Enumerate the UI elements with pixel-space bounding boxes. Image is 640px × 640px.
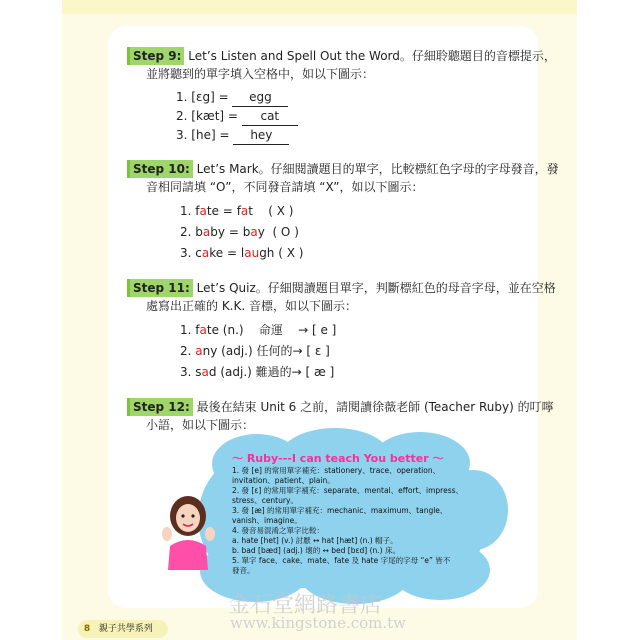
step12-tag: Step 12: bbox=[127, 398, 193, 416]
step9-heading bbox=[127, 47, 556, 65]
top-band bbox=[62, 0, 577, 14]
watermark-name: 金石堂網路書店 bbox=[228, 593, 383, 618]
step11-tag: Step 11: bbox=[127, 279, 193, 297]
watermark-url: www.kingstone.com.tw bbox=[230, 614, 407, 632]
note-line: 3. 發 [æ] 的常用單字補充：mechanic、maximum、tangle、 bbox=[232, 506, 448, 515]
page-number: 8 bbox=[83, 624, 91, 634]
step10-line1: Let’s Mark。仔細閱讀題目的單字，比較標紅色字母的字母發音，發 bbox=[196, 162, 559, 176]
note-line: 5. 單字 face、cake、mate、fate 及 hate 字尾的字母 “e” 皆不 bbox=[232, 556, 451, 565]
step10-item: 1. fate = fat ( X ) bbox=[180, 204, 294, 218]
step11-heading bbox=[127, 279, 556, 297]
step9-tag: Step 9: bbox=[127, 47, 184, 65]
step12-line1: 最後在結束 Unit 6 之前，請閱讀徐薇老師 (Teacher Ruby) 的叮嚀 bbox=[196, 400, 554, 414]
step9-line1: Let’s Listen and Spell Out the Word。仔細聆聽題目的音標提示， bbox=[188, 49, 556, 63]
note-line: 發音。 bbox=[232, 566, 255, 575]
step12-heading bbox=[127, 398, 554, 416]
step11-item: 2. any (adj.) 任何的→ [ ɛ ] bbox=[180, 344, 330, 358]
step9-line2: 並將聽到的單字填入空格中，如以下圖示： bbox=[146, 67, 375, 81]
note-line: 2. 發 [ɛ] 的常用單字補充：separate、mental、effort、impress、 bbox=[232, 486, 464, 495]
note-line: 4. 發音易混淆之單字比較： bbox=[232, 526, 325, 535]
note-line: a. hate [het] (v.) 討厭 ↔ hat [hæt] (n.) 帽子。 bbox=[232, 536, 398, 545]
note-line: invitation、patient、plain。 bbox=[232, 476, 335, 485]
step9-item: 1. [ɛg] = egg bbox=[176, 88, 288, 107]
step10-line2: 音相同請填 “O”，不同發音請填 “X”，如以下圖示： bbox=[146, 180, 424, 194]
step10-item: 3. cake = laugh ( X ) bbox=[180, 246, 304, 260]
step9-item: 3. [he] = hey bbox=[176, 126, 289, 145]
step11-line1: Let’s Quiz。仔細閱讀題目單字，判斷標紅色的母音字母，並在空格 bbox=[196, 281, 556, 295]
note-line: stress、century。 bbox=[232, 496, 298, 505]
step10-item: 2. baby = bay ( O ) bbox=[180, 225, 299, 239]
step10-tag: Step 10: bbox=[127, 160, 193, 178]
step10-heading bbox=[127, 160, 559, 178]
note-line: 1. 發 [e] 的常用單字補充：stationery、trace、operation、 bbox=[232, 466, 441, 475]
note-title: ～ Ruby---I can teach You better ～ bbox=[232, 452, 444, 465]
step11-line2: 處寫出正確的 K.K. 音標，如以下圖示： bbox=[146, 299, 357, 313]
step11-item: 3. sad (adj.) 難過的→ [ æ ] bbox=[180, 365, 335, 379]
page-footer bbox=[78, 620, 168, 638]
step12-line2: 小語，如以下圖示： bbox=[146, 418, 255, 432]
step9-item: 2. [kæt] = cat bbox=[176, 107, 298, 126]
note-line: b. bad [bæd] (adj.) 壞的 ↔ bed [bɛd] (n.) 床。 bbox=[232, 546, 400, 555]
step11-item: 1. fate (n.) 命運 → [ e ] bbox=[180, 323, 337, 337]
note-line: vanish、imagine。 bbox=[232, 516, 302, 525]
teacher-avatar bbox=[158, 490, 220, 570]
series-name: 親子共學系列 bbox=[98, 624, 153, 634]
